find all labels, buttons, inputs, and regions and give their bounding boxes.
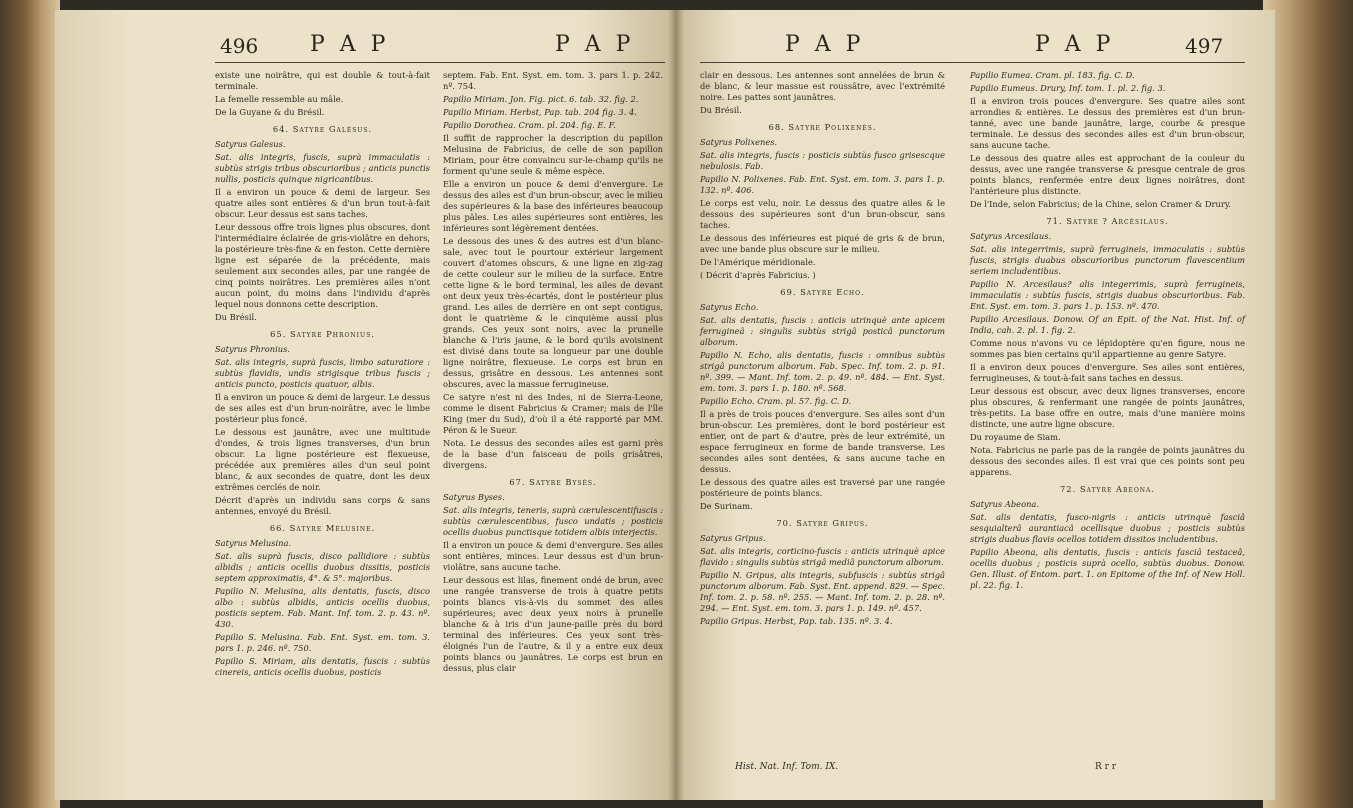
footer-signature: Hist. Nat. Inf. Tom. IX. bbox=[735, 762, 839, 772]
paragraph: Sat. alis integris, teneris, suprà cærulescentifuscis : subtùs cærulescentibus, fusco undatis ; posticis ocellis duobus punctisque totidem albis interjectis. bbox=[443, 505, 663, 537]
paragraph: Papilio Miriam. Jon. Fig. pict. 6. tab. 32. fig. 2. bbox=[443, 94, 639, 104]
paragraph: clair en dessous. Les antennes sont annelées de brun & de blanc, & leur massue est roussâtre, avec l'extrémité noire. Les pattes sont jaunâtres. bbox=[700, 70, 945, 102]
paragraph: Sat. alis integris, suprà fuscis, limbo saturatiore : subtùs flavidis, undis strigisque tribus fuscis ; anticis puncto, posticis quatuor, albis. bbox=[215, 357, 430, 389]
paragraph: Le dessous des unes & des autres est d'un blanc-sale, avec tout le pourtour extérieur largement couvert d'atomes obscurs, & une ligne en zig-zag de cette couleur sur le milieu de la surface. Entre cette ligne & le bord terminal, les ailes de devant ont deux yeux très-écartés, dont le postérieur plus grand. Les ailes de derrière en ont sept contigus, dont le quatrième & le cinquième aussi plus grands. Ces yeux sont noirs, avec la prunelle blanche & l'iris jaune, & le bord qu'ils avoisinent est divisé dans toute sa longueur par une double ligne noirâtre, flexueuse. Le corps est brun en dessus, grisâtre en dessous. Les antennes sont obscures, avec la massue ferrugineuse. bbox=[443, 236, 663, 389]
paragraph: Sat. alis dentatis, fuscis : anticis utrinquè ante apicem ferrugineâ : singulis subtùs strigâ posticâ punctorum alborum. bbox=[700, 315, 945, 347]
paragraph: Satyrus Echo. bbox=[700, 302, 759, 312]
paragraph: Ce satyre n'est ni des Indes, ni de Sierra-Leone, comme le disent Fabricius & Cramer; mais de l'île King (mer du Sud), d'où il a été rapporté par MM. Péron & le Sueur. bbox=[443, 392, 663, 435]
left-page bbox=[55, 10, 675, 800]
paragraph: Décrit d'après un individu sans corps & sans antennes, envoyé du Brésil. bbox=[215, 495, 430, 516]
paragraph: Satyrus Arcesilaus. bbox=[970, 231, 1052, 241]
paragraph: Papilio Echo. Cram. pl. 57. fig. C. D. bbox=[700, 396, 852, 406]
paragraph: Sat. alis integris, corticino-fuscis : anticis utrinquè apice flavido : singulis subtùs strigâ mediâ punctorum alborum. bbox=[700, 546, 945, 567]
paragraph: Il a près de trois pouces d'envergure. Ses ailes sont d'un brun-obscur. Les premières, dont le bord postérieur est entier, ont de part & d'autre, près de leur extrémité, un espace ferrugineux en forme de bande transverse. Les secondes ailes sont dentées, & sans aucune tache en dessus. bbox=[700, 409, 945, 474]
paragraph: Satyrus Byses. bbox=[443, 492, 505, 502]
paragraph: Sat. alis integerrimis, suprà ferrugineis, immaculatis : subtùs fuscis, strigis duabus obscurioribus punctorum flavescentium seriem includentibus. bbox=[970, 244, 1245, 276]
paragraph: Le dessous des quatre ailes est approchant de la couleur du dessus, avec une rangée transverse & presque centrale de gros points blancs, renfermée entre deux lignes noirâtres, dont l'antérieure plus distincte. bbox=[970, 153, 1245, 196]
left-running-head-2: P A P bbox=[555, 32, 635, 57]
paragraph: Nota. Le dessus des secondes ailes est garni près de la base d'un faisceau de poils grisâtres, divergens. bbox=[443, 438, 663, 470]
paragraph: Sat. alis integris, fuscis, suprà immaculatis : subtùs strigis tribus obscurioribus ; anticis punctis nullis, posticis quinque nigricantibus. bbox=[215, 152, 430, 184]
paragraph: Le dessous des inférieures est piqué de gris & de brun, avec une bande plus obscure sur le milieu. bbox=[700, 233, 945, 254]
paragraph: Satyrus Melusina. bbox=[215, 538, 292, 548]
paragraph: Papilio N. Melusina, alis dentatis, fuscis, disco albo : subtùs albidis, anticis ocellis duobus, posticis septem. Fab. Mant. Inf. tom. 2. p. 43. nº. 430. bbox=[215, 586, 430, 629]
book-gutter bbox=[668, 10, 684, 800]
paragraph: Papilio N. Echo, alis dentatis, fuscis : omnibus subtùs strigâ punctorum alborum. Fab. Spec. Inf. tom. 2. p. 91. nº. 399. — Mant. Inf. tom. 2. p. 49. nº. 484. — Ent. Syst. em. tom. 3. pars 1. p. 180. nº. 568. bbox=[700, 350, 945, 393]
paragraph: Sat. alis integris, fuscis : posticis subtùs fusco grisescque nebulosis. Fab. bbox=[700, 150, 945, 171]
left-page-edges bbox=[0, 0, 60, 808]
paragraph: Il a environ deux pouces d'envergure. Ses ailes sont entières, ferrugineuses, & tout-à-fait sans taches en dessus. bbox=[970, 362, 1245, 383]
left-running-head-1: P A P bbox=[310, 32, 390, 57]
species-heading: 71. Satyre ? Arcésilaus. bbox=[1046, 216, 1169, 226]
paragraph: De Surinam. bbox=[700, 501, 753, 511]
paragraph: Du Brésil. bbox=[215, 312, 257, 322]
paragraph: De l'Amérique méridionale. bbox=[700, 257, 816, 267]
paragraph: septem. Fab. Ent. Syst. em. tom. 3. pars 1. p. 242. nº. 754. bbox=[443, 70, 663, 91]
paragraph: Elle a environ un pouce & demi d'envergure. Le dessus des ailes est d'un brun-obscur, avec le milieu des supérieures & la base des inférieures beaucoup plus pâles. Les ailes supérieures sont entières, les inférieures sont légèrement dentées. bbox=[443, 179, 663, 233]
paragraph: Satyrus Polixenes. bbox=[700, 137, 778, 147]
paragraph: Leur dessous offre trois lignes plus obscures, dont l'intermédiaire éclairée de gris-violâtre en dehors, la postérieure très-fine & en feston. Cette dernière ligne est séparée de la précédente, mais seulement aux secondes ailes, par une rangée de cinq points noirâtres. Les premières ailes n'ont aucun point, du moins dans l'individu d'après lequel nous donnons cette description. bbox=[215, 222, 430, 309]
left-page-number: 496 bbox=[220, 34, 259, 58]
paragraph: Papilio Arcesilaus. Donow. Of an Epit. of the Nat. Hist. Inf. of India, cah. 2. pl. 1. fig. 2. bbox=[970, 314, 1245, 335]
paragraph: Sat. alis suprà fuscis, disco pallidiore : subtùs albidis ; anticis ocellis duobus dissitis, posticis septem approximatis, 4°. & 5°. majoribus. bbox=[215, 551, 430, 583]
paragraph: Le dessous des quatre ailes est traversé par une rangée postérieure de points blancs. bbox=[700, 477, 945, 498]
footer-gathering-mark: R r r bbox=[1095, 762, 1117, 772]
species-heading: 69. Satyre Echo. bbox=[780, 287, 865, 297]
paragraph: Papilio S. Miriam, alis dentatis, fuscis : subtùs cinereis, anticis ocellis duobus, posticis bbox=[215, 656, 430, 677]
species-heading: 67. Satyre Bysès. bbox=[509, 477, 597, 487]
paragraph: Il a environ trois pouces d'envergure. Ses quatre ailes sont arrondies & entières. Le dessus des premières est d'un brun-tanné, avec une bande jaunâtre, large, courbe & presque terminale. Le dessus des secondes ailes est d'un brun-obscur, sans aucune tache. bbox=[970, 96, 1245, 150]
paragraph: Papilio N. Arcesilaus? alis integerrimis, suprà ferrugineis, immaculatis : subtùs fuscis, strigis duabus obscurioribus. Fab. Ent. Syst. em. tom. 3. pars 1. p. 153. nº. 470. bbox=[970, 279, 1245, 311]
left-head-rule bbox=[215, 62, 665, 63]
species-heading: 72. Satyre Abeona. bbox=[1060, 484, 1155, 494]
paragraph: Papilio Eumeus. Drury, Inf. tom. 1. pl. 2. fig. 3. bbox=[970, 83, 1166, 93]
paragraph: Du royaume de Siam. bbox=[970, 432, 1061, 442]
paragraph: Papilio Abeona, alis dentatis, fuscis : anticis fasciâ testaceâ, ocellis duobus ; posticis suprà ocello, subtùs duobus. Donow. Gen. Illust. of Entom. part. 1. on Epitome of the Inf. of New Holl. pl. 22. fig. 1. bbox=[970, 547, 1245, 590]
paragraph: De la Guyane & du Brésil. bbox=[215, 107, 325, 117]
paragraph: Nota. Fabricius ne parle pas de la rangée de points jaunâtres du dessous des secondes ailes. Il est vrai que ces points sont peu apparens. bbox=[970, 445, 1245, 477]
right-column-1 bbox=[700, 70, 945, 629]
right-page bbox=[675, 10, 1275, 800]
right-page-number: 497 bbox=[1185, 34, 1224, 58]
species-heading: 70. Satyre Gripus. bbox=[776, 518, 869, 528]
paragraph: Il suffit de rapprocher la description du papillon Melusina de Fabricius, de celle de son papillon Miriam, pour être convaincu sur-le-champ qu'ils ne forment qu'une seule & même espèce. bbox=[443, 133, 663, 176]
paragraph: La femelle ressemble au mâle. bbox=[215, 94, 344, 104]
left-column-2 bbox=[443, 70, 663, 676]
paragraph: Il a environ un pouce & demi de largeur. Ses quatre ailes sont entières & d'un brun tout-à-fait obscur. Leur dessus est sans taches. bbox=[215, 187, 430, 219]
paragraph: Leur dessous est obscur, avec deux lignes transverses, encore plus obscures, & renfermant une rangée de points jaunâtres, très-petits. La base offre en outre, mais d'une manière moins distincte, une autre ligne obscure. bbox=[970, 386, 1245, 429]
paragraph: Comme nous n'avons vu ce lépidoptère qu'en figure, nous ne sommes pas bien certains qu'il appartienne au genre Satyre. bbox=[970, 338, 1245, 359]
right-running-head-1: P A P bbox=[785, 32, 865, 57]
paragraph: Papilio Miriam. Herbst, Pap. tab. 204 fig. 3. 4. bbox=[443, 107, 637, 117]
species-heading: 65. Satyre Phronius. bbox=[270, 329, 375, 339]
species-heading: 66. Satyre Mélusine. bbox=[269, 523, 376, 533]
paragraph: Il a environ un pouce & demi de largeur. Le dessus de ses ailes est d'un brun-noirâtre, avec le limbe postérieur plus foncé. bbox=[215, 392, 430, 424]
paragraph: De l'Inde, selon Fabricius; de la Chine, selon Cramer & Drury. bbox=[970, 199, 1232, 209]
paragraph: Sat. alis dentatis, fusco-nigris : anticis utrinquè fasciâ sesquialterâ aurantiacâ ocellisque duobus ; posticis subtùs strigis duabus flavis ocellos totidem dissitos includentibus. bbox=[970, 512, 1245, 544]
paragraph: Papilio N. Gripus, alis integris, subfuscis : subtùs strigâ punctorum alborum. Fab. Syst. Ent. append. 829. — Spec. Inf. tom. 2. p. 58. nº. 255. — Mant. Inf. tom. 2. p. 28. nº. 294. — Ent. Syst. em. tom. 3. pars 1. p. 149. nº. 457. bbox=[700, 570, 945, 613]
paragraph: Leur dessous est lilas, finement ondé de brun, avec une rangée transverse de trois à quatre petits points blancs vis-à-vis du sommet des ailes supérieures; avec deux yeux noirs à prunelle blanche & à iris d'un jaune-paille près du bord terminal des inférieures. Ces yeux sont très-éloignés l'un de l'autre, & il y a entre eux deux points blancs ou jaunâtres. Le corps est brun en dessus, plus clair bbox=[443, 575, 663, 673]
paragraph: Papilio N. Polixenes. Fab. Ent. Syst. em. tom. 3. pars 1. p. 132. nº. 406. bbox=[700, 174, 945, 195]
paragraph: Il a environ un pouce & demi d'envergure. Ses ailes sont entières, minces. Leur dessus est d'un brun-violâtre, sans aucune tache. bbox=[443, 540, 663, 572]
species-heading: 64. Satyre Galésus. bbox=[272, 124, 373, 134]
left-column-1 bbox=[215, 70, 430, 680]
paragraph: ( Décrit d'après Fabricius. ) bbox=[700, 270, 816, 280]
paragraph: Le corps est velu, noir. Le dessus des quatre ailes & le dessous des supérieures sont d'un brun-obscur, sans taches. bbox=[700, 198, 945, 230]
right-running-head-2: P A P bbox=[1035, 32, 1115, 57]
paragraph: Le dessous est jaunâtre, avec une multitude d'ondes, & trois lignes transverses, d'un brun obscur. La ligne postérieure est flexueuse, précédée aux premières ailes d'un seul point blanc, & aux secondes de quatre, dont les deux extrêmes cerclés de noir. bbox=[215, 427, 430, 492]
paragraph: Du Brésil. bbox=[700, 105, 742, 115]
paragraph: Satyrus Phronius. bbox=[215, 344, 290, 354]
paragraph: Papilio Gripus. Herbst, Pap. tab. 135. nº. 3. 4. bbox=[700, 616, 893, 626]
right-column-2 bbox=[970, 70, 1245, 593]
paragraph: Papilio Dorothea. Cram. pl. 204. fig. E. F. bbox=[443, 120, 616, 130]
paragraph: Satyrus Galesus. bbox=[215, 139, 286, 149]
paragraph: Papilio Eumea. Cram. pl. 183. fig. C. D. bbox=[970, 70, 1135, 80]
paragraph: existe une noirâtre, qui est double & tout-à-fait terminale. bbox=[215, 70, 430, 91]
paragraph: Satyrus Gripus. bbox=[700, 533, 766, 543]
paragraph: Satyrus Abeona. bbox=[970, 499, 1039, 509]
paragraph: Papilio S. Melusina. Fab. Ent. Syst. em. tom. 3. pars 1. p. 246. nº. 750. bbox=[215, 632, 430, 653]
right-head-rule bbox=[700, 62, 1245, 63]
right-page-edges bbox=[1263, 0, 1353, 808]
species-heading: 68. Satyre Polixenès. bbox=[768, 122, 877, 132]
